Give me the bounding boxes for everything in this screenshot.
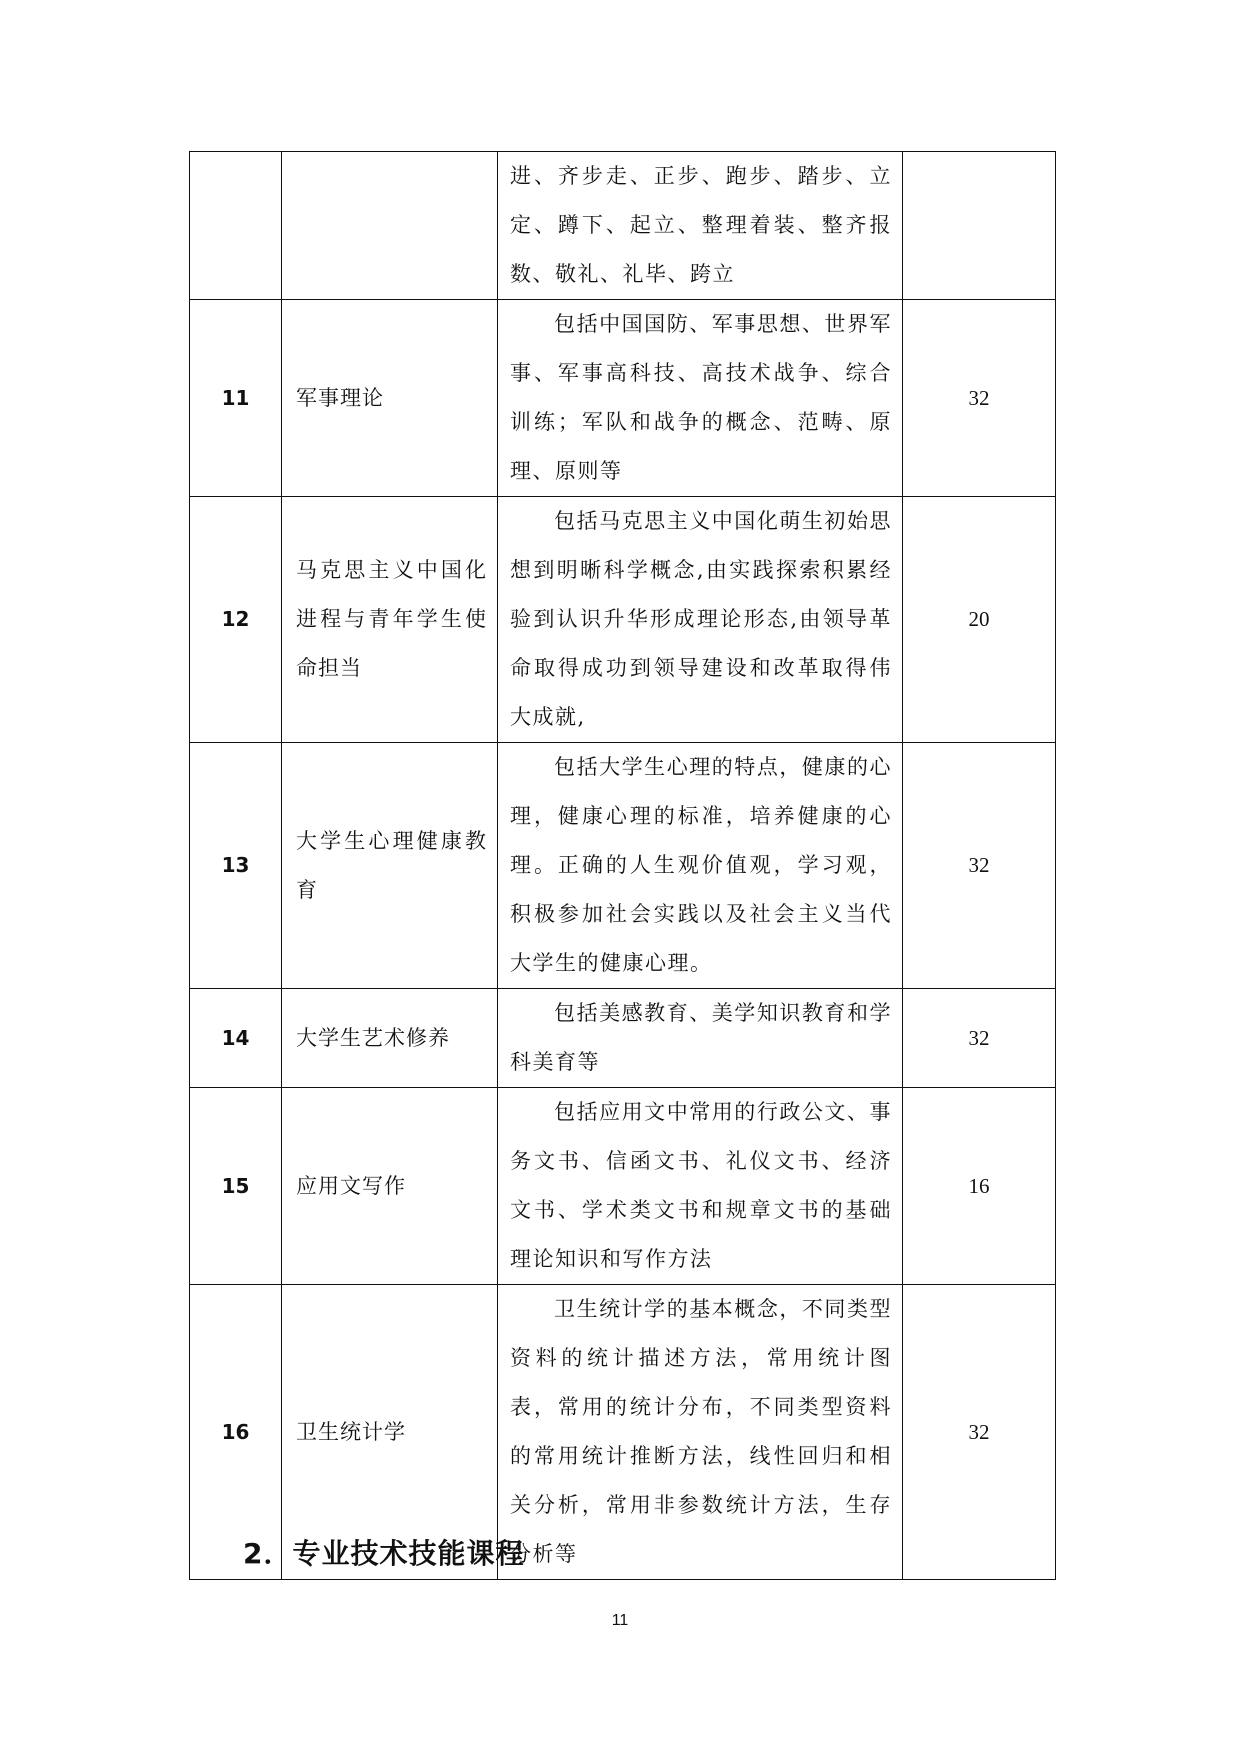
course-hours: 16 <box>903 1088 1056 1285</box>
table-row-continued <box>190 152 1056 300</box>
course-number: 14 <box>190 989 282 1088</box>
course-name <box>282 152 498 300</box>
course-hours: 32 <box>903 1285 1056 1580</box>
course-number: 15 <box>190 1088 282 1285</box>
course-name: 马克思主义中国化进程与青年学生使命担当 <box>282 497 498 743</box>
course-hours: 32 <box>903 989 1056 1088</box>
table-row-11 <box>190 300 1056 497</box>
table-row-13 <box>190 743 1056 989</box>
course-content: 包括大学生心理的特点，健康的心理，健康心理的标准，培养健康的心理。正确的人生观价值观，学习观，积极参加社会实践以及社会主义当代大学生的健康心理。 <box>498 743 903 989</box>
course-name: 军事理论 <box>282 300 498 497</box>
course-number: 13 <box>190 743 282 989</box>
course-hours: 20 <box>903 497 1056 743</box>
course-name: 应用文写作 <box>282 1088 498 1285</box>
course-number: 12 <box>190 497 282 743</box>
course-number: 11 <box>190 300 282 497</box>
course-number <box>190 152 282 300</box>
table-row-15 <box>190 1088 1056 1285</box>
page-number: 11 <box>611 1612 629 1629</box>
section-heading: 2．专业技术技能课程 <box>243 1537 525 1570</box>
course-content: 卫生统计学的基本概念，不同类型资料的统计描述方法，常用统计图表，常用的统计分布，不同类型资料的常用统计推断方法，线性回归和相关分析，常用非参数统计方法，生存分析等 <box>498 1285 903 1580</box>
course-name: 卫生统计学 <box>282 1285 498 1580</box>
course-name: 大学生心理健康教育 <box>282 743 498 989</box>
course-hours <box>903 152 1056 300</box>
table-row-12 <box>190 497 1056 743</box>
course-content: 包括中国国防、军事思想、世界军事、军事高科技、高技术战争、综合训练；军队和战争的概念、范畴、原理、原则等 <box>498 300 903 497</box>
course-hours: 32 <box>903 743 1056 989</box>
course-name: 大学生艺术修养 <box>282 989 498 1088</box>
course-content: 包括应用文中常用的行政公文、事务文书、信函文书、礼仪文书、经济文书、学术类文书和规章文书的基础理论知识和写作方法 <box>498 1088 903 1285</box>
course-content: 包括马克思主义中国化萌生初始思想到明晰科学概念,由实践探索积累经验到认识升华形成理论形态,由领导革命取得成功到领导建设和改革取得伟大成就, <box>498 497 903 743</box>
course-hours: 32 <box>903 300 1056 497</box>
table-row-14 <box>190 989 1056 1088</box>
course-number: 16 <box>190 1285 282 1580</box>
course-content: 进、齐步走、正步、跑步、踏步、立定、蹲下、起立、整理着装、整齐报数、敬礼、礼毕、跨立 <box>498 152 903 300</box>
course-table <box>189 151 1056 1580</box>
course-content: 包括美感教育、美学知识教育和学科美育等 <box>498 989 903 1088</box>
